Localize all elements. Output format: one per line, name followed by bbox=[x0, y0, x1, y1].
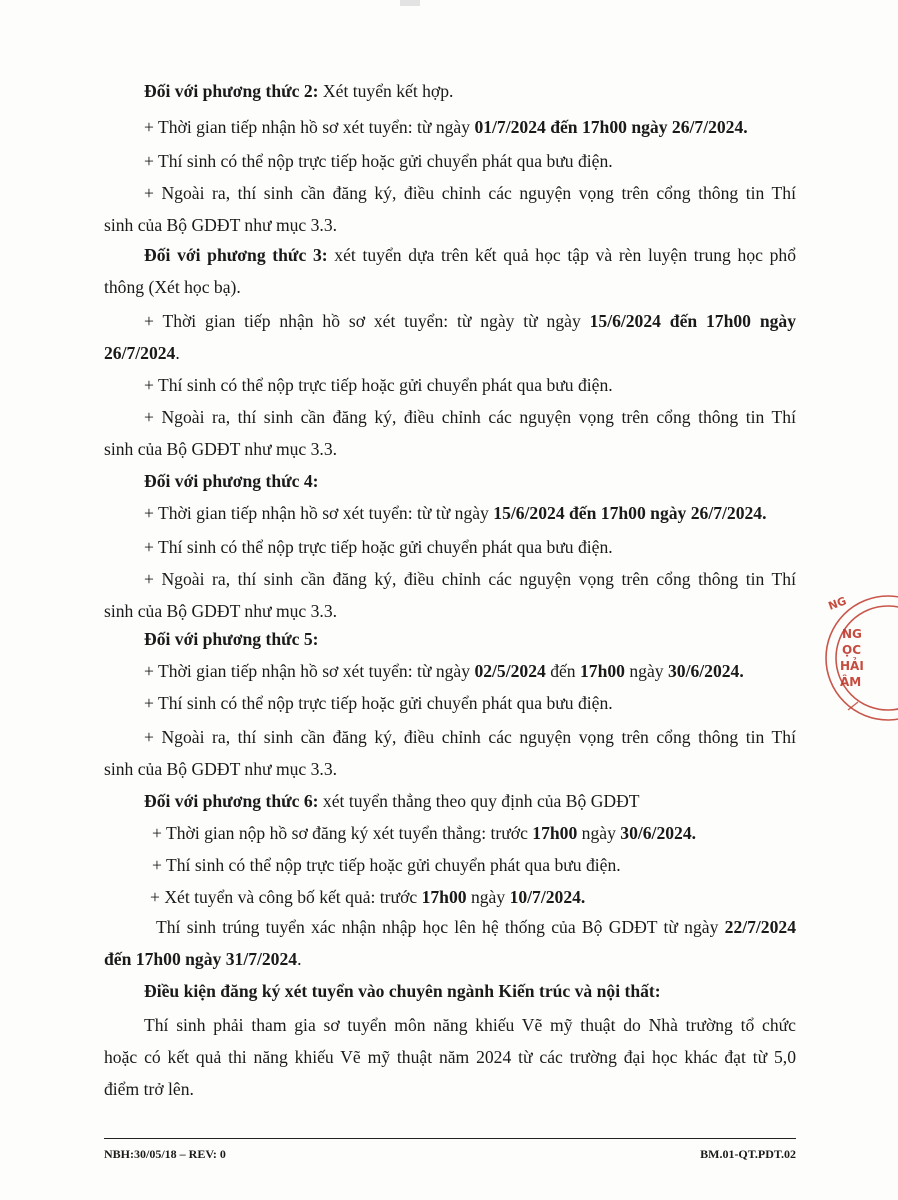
architecture-heading: Điều kiện đăng ký xét tuyển vào chuyên ngành Kiến trúc và nội thất: bbox=[144, 981, 661, 1001]
method-4-heading: Đối với phương thức 4: bbox=[144, 471, 319, 491]
footer-divider bbox=[104, 1138, 796, 1139]
method-4-register-line2: sinh của Bộ GDĐT như mục 3.3. bbox=[104, 601, 338, 621]
method-6-submit: + Thí sinh có thể nộp trực tiếp hoặc gửi chuyển phát qua bưu điện. bbox=[152, 855, 621, 875]
method-5-register-line2: sinh của Bộ GDĐT như mục 3.3. bbox=[104, 759, 338, 779]
stamp-text-2: NG bbox=[842, 627, 862, 641]
architecture-line2: hoặc có kết quả thi năng khiếu Vẽ mỹ thuật năm 2024 từ các trường đại học khác đạt từ 5,0 bbox=[104, 1047, 796, 1067]
stamp-text-4: HẢI bbox=[840, 659, 864, 673]
method-2-register-line1: + Ngoài ra, thí sinh cần đăng ký, điều chỉnh các nguyện vọng trên cổng thông tin Thí bbox=[144, 183, 796, 203]
method-6-time: + Thời gian nộp hồ sơ đăng ký xét tuyển thẳng: trước 17h00 ngày 30/6/2024. bbox=[152, 823, 697, 843]
architecture-line1: Thí sinh phải tham gia sơ tuyển môn năng khiếu Vẽ mỹ thuật do Nhà trường tổ chức bbox=[144, 1015, 796, 1035]
method-5-register-line1: + Ngoài ra, thí sinh cần đăng ký, điều chỉnh các nguyện vọng trên cổng thông tin Thí bbox=[144, 727, 796, 747]
method-2-time: + Thời gian tiếp nhận hồ sơ xét tuyển: từ ngày 01/7/2024 đến 17h00 ngày 26/7/2024. bbox=[144, 117, 748, 137]
method-3-heading-line2: thông (Xét học bạ). bbox=[104, 277, 241, 297]
method-3-time-line2: 26/7/2024. bbox=[104, 343, 180, 363]
red-seal-stamp bbox=[818, 590, 898, 730]
method-6-result: + Xét tuyển và công bố kết quả: trước 17h00 ngày 10/7/2024. bbox=[150, 887, 586, 907]
method-3-register-line1: + Ngoài ra, thí sinh cần đăng ký, điều chỉnh các nguyện vọng trên cổng thông tin Thí bbox=[144, 407, 796, 427]
stamp-text-3: ỌC bbox=[842, 643, 862, 657]
method-6-heading: Đối với phương thức 6: xét tuyển thẳng theo quy định của Bộ GDĐT bbox=[144, 791, 640, 811]
method-4-register-line1: + Ngoài ra, thí sinh cần đăng ký, điều chỉnh các nguyện vọng trên cổng thông tin Thí bbox=[144, 569, 796, 589]
method-3-register-line2: sinh của Bộ GDĐT như mục 3.3. bbox=[104, 439, 338, 459]
scan-mark bbox=[400, 0, 420, 6]
method-5-heading: Đối với phương thức 5: bbox=[144, 629, 319, 649]
method-4-time: + Thời gian tiếp nhận hồ sơ xét tuyển: từ từ ngày 15/6/2024 đến 17h00 ngày 26/7/2024. bbox=[144, 503, 767, 523]
method-2-heading: Đối với phương thức 2: Xét tuyển kết hợp. bbox=[144, 81, 454, 101]
stamp-text-1: NG bbox=[826, 594, 849, 613]
confirm-line1: Thí sinh trúng tuyển xác nhận nhập học lên hệ thống của Bộ GDĐT từ ngày 22/7/2024 bbox=[156, 917, 796, 937]
method-5-submit: + Thí sinh có thể nộp trực tiếp hoặc gửi chuyển phát qua bưu điện. bbox=[144, 693, 613, 713]
method-2-register-line2: sinh của Bộ GDĐT như mục 3.3. bbox=[104, 215, 338, 235]
confirm-line2: đến 17h00 ngày 31/7/2024. bbox=[104, 949, 302, 969]
method-3-time: + Thời gian tiếp nhận hồ sơ xét tuyển: từ ngày từ ngày 15/6/2024 đến 17h00 ngày bbox=[144, 311, 796, 331]
footer-right: BM.01-QT.PDT.02 bbox=[700, 1147, 796, 1161]
method-5-time: + Thời gian tiếp nhận hồ sơ xét tuyển: từ ngày 02/5/2024 đến 17h00 ngày 30/6/2024. bbox=[144, 661, 744, 681]
method-2-submit: + Thí sinh có thể nộp trực tiếp hoặc gửi chuyển phát qua bưu điện. bbox=[144, 151, 613, 171]
architecture-line3: điểm trở lên. bbox=[104, 1079, 194, 1099]
method-3-submit: + Thí sinh có thể nộp trực tiếp hoặc gửi chuyển phát qua bưu điện. bbox=[144, 375, 613, 395]
footer-left: NBH:30/05/18 – REV: 0 bbox=[104, 1147, 226, 1161]
stamp-text-5: ÂM bbox=[840, 675, 862, 689]
method-3-heading: Đối với phương thức 3: xét tuyển dựa trên kết quả học tập và rèn luyện trung học phổ bbox=[144, 245, 796, 265]
method-4-submit: + Thí sinh có thể nộp trực tiếp hoặc gửi chuyển phát qua bưu điện. bbox=[144, 537, 613, 557]
